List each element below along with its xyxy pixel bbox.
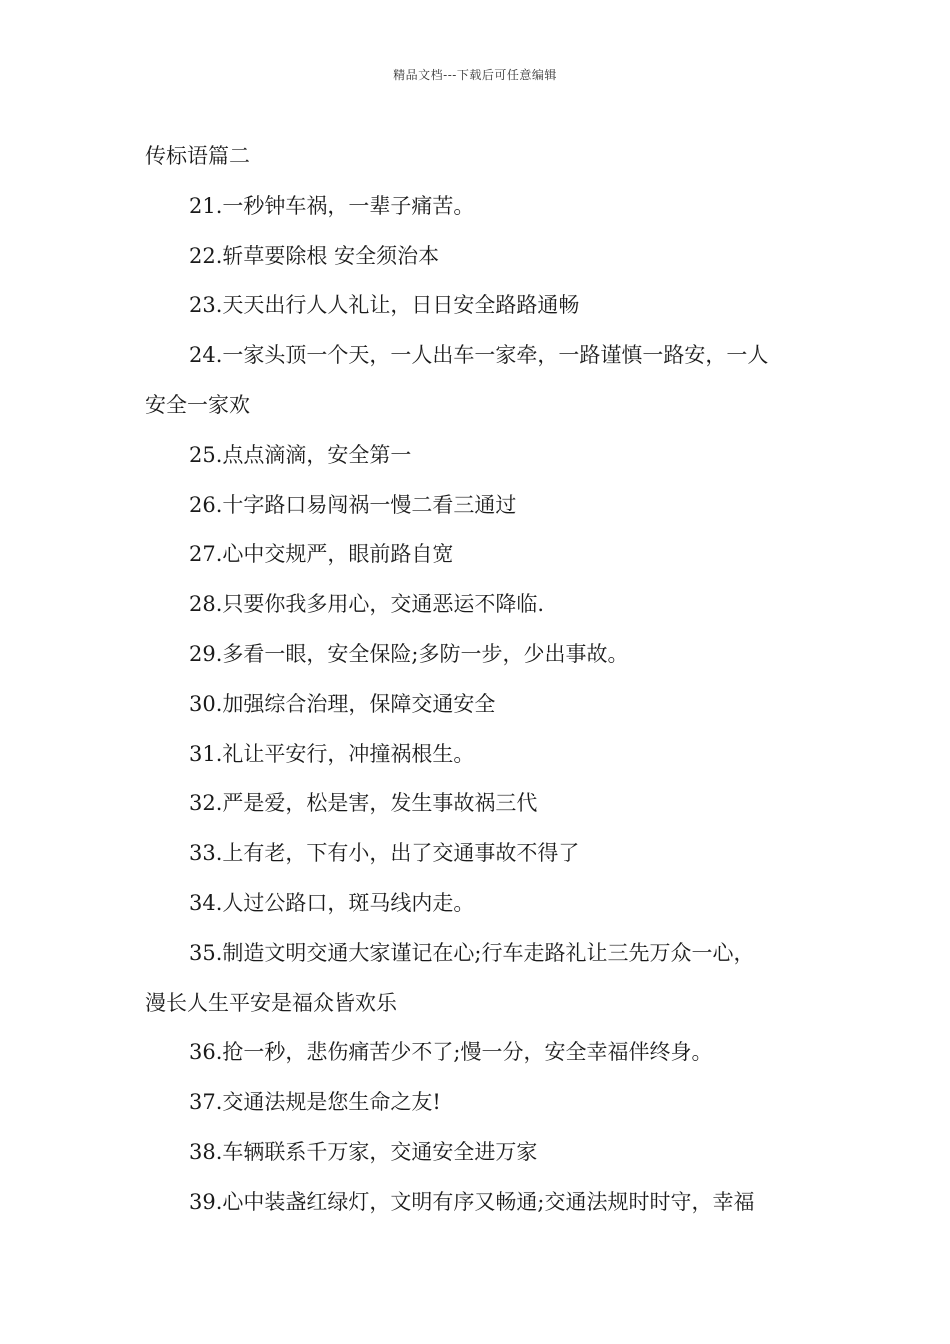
slogan-line: 35.制造文明交通大家谨记在心;行车走路礼让三先万众一心， [189,940,755,965]
slogan-line: 33.上有老，下有小，出了交通事故不得了 [189,841,580,866]
document-body [145,132,810,1228]
slogan-line: 37.交通法规是您生命之友! [189,1090,441,1115]
slogan-line: 30.加强综合治理，保障交通安全 [189,691,496,716]
slogan-line: 22.斩草要除根 安全须治本 [189,243,440,268]
slogan-line: 31.礼让平安行，冲撞祸根生。 [189,741,475,766]
slogan-line: 28.只要你我多用心，交通恶运不降临. [189,592,545,617]
slogan-line: 21.一秒钟车祸，一辈子痛苦。 [189,193,475,218]
slogan-line: 38.车辆联系千万家，交通安全进万家 [189,1139,538,1164]
slogan-line: 39.心中装盏红绿灯，文明有序又畅通;交通法规时时守，幸福 [189,1189,755,1214]
slogan-line: 27.心中交规严，眼前路自宽 [189,542,454,567]
slogan-line: 26.十字路口易闯祸一慢二看三通过 [189,492,517,517]
slogan-line: 25.点点滴滴，安全第一 [189,442,412,467]
page-header: 精品文档---下载后可任意编辑 [393,68,557,82]
slogan-line: 29.多看一眼，安全保险;多防一步，少出事故。 [189,641,629,666]
slogan-line: 24.一家头顶一个天，一人出车一家牵，一路谨慎一路安，一人 [189,343,769,368]
slogan-line: 36.抢一秒，悲伤痛苦少不了;慢一分，安全幸福伴终身。 [189,1040,713,1065]
slogan-line: 23.天天出行人人礼让，日日安全路路通畅 [189,293,580,318]
slogan-line-continuation: 漫长人生平安是福众皆欢乐 [145,990,397,1015]
section-title: 传标语篇二 [145,144,250,168]
slogan-line: 32.严是爱，松是害，发生事故祸三代 [189,791,538,816]
slogan-line: 34.人过公路口，斑马线内走。 [189,890,475,915]
slogan-line-continuation: 安全一家欢 [145,392,250,417]
